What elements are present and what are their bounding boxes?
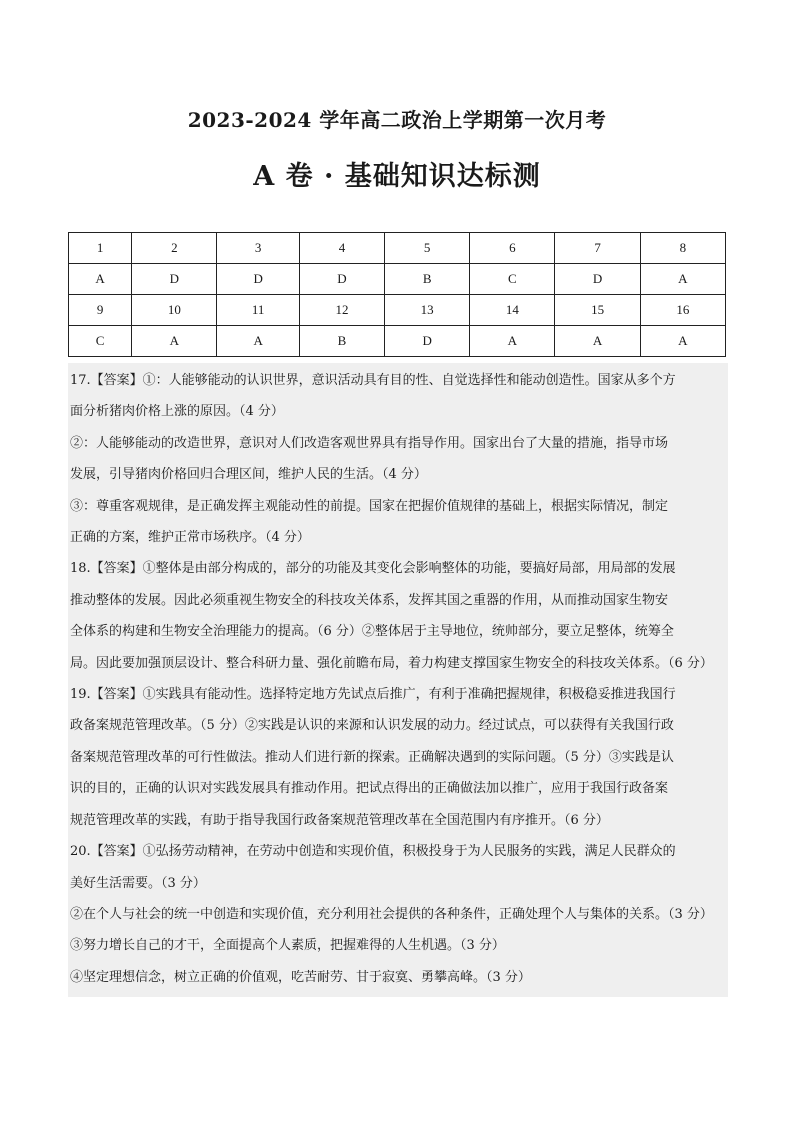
answer-table-cell: 3 — [217, 233, 299, 264]
answer-table-cell: B — [299, 326, 384, 357]
answer-line: 正确的方案，维护正常市场秩序。（4 分） — [70, 530, 310, 546]
answer-table-cell: 10 — [132, 295, 217, 326]
answer-table-cell: A — [217, 326, 299, 357]
answer-table-cell: 9 — [69, 295, 132, 326]
answer-table-cell: 11 — [217, 295, 299, 326]
page-subtitle: A 卷 · 基础知识达标测 — [253, 161, 541, 192]
answer-table-cell: A — [640, 264, 725, 295]
answer-line: 19.【答案】①实践具有能动性。选择特定地方先试点后推广，有利于准确把握规律，积极稳妥推进我国行 — [70, 687, 676, 703]
answer-line: 识的目的，正确的认识对实践发展具有推动作用。把试点得出的正确做法加以推广，应用于我国行政备案 — [70, 781, 669, 797]
answer-table-cell: 13 — [385, 295, 470, 326]
answer-table-cell: A — [69, 264, 132, 295]
answer-table-cell: 14 — [470, 295, 555, 326]
answer-table-cell: 16 — [640, 295, 725, 326]
answer-table — [68, 232, 726, 357]
answer-line: ③努力增长自己的才干，全面提高个人素质，把握难得的人生机遇。（3 分） — [70, 938, 505, 954]
answer-table-cell: D — [132, 264, 217, 295]
answer-table-cell: B — [385, 264, 470, 295]
answer-table-row — [69, 326, 726, 357]
answer-line: ②：人能够能动的改造世界，意识对人们改造客观世界具有指导作用。国家出台了大量的措施，指导市场 — [70, 435, 669, 451]
answer-table-cell: 6 — [470, 233, 555, 264]
answer-line: 20.【答案】①弘扬劳动精神，在劳动中创造和实现价值，积极投身于为人民服务的实践，满足人民群众的 — [70, 844, 676, 860]
answer-table-cell: 1 — [69, 233, 132, 264]
answer-line: 17.【答案】①：人能够能动的认识世界，意识活动具有目的性、自觉选择性和能动创造性。国家从多个方 — [70, 373, 676, 388]
answer-line: 局。因此要加强顶层设计、整合科研力量、强化前瞻布局，着力构建支撑国家生物安全的科技攻关体系。（6 分） — [70, 655, 713, 671]
answer-table-cell: A — [470, 326, 555, 357]
answer-table-cell: A — [640, 326, 725, 357]
answer-table-cell: D — [555, 264, 640, 295]
answer-table-row — [69, 295, 726, 326]
page-title: 2023-2024 学年高二政治上学期第一次月考 — [187, 108, 607, 132]
answer-line: 发展，引导猪肉价格回归合理区间，维护人民的生活。（4 分） — [70, 467, 427, 483]
answer-table-cell: D — [299, 264, 384, 295]
answer-line: 政备案规范管理改革。（5 分）②实践是认识的来源和认识发展的动力。经过试点，可以获得有关我国行政 — [70, 718, 674, 734]
answer-line: 面分析猪肉价格上涨的原因。（4 分） — [70, 404, 284, 420]
answer-line: ③：尊重客观规律，是正确发挥主观能动性的前提。国家在把握价值规律的基础上，根据实际情况，制定 — [70, 498, 669, 514]
answer-line: 推动整体的发展。因此必须重视生物安全的科技攻关体系，发挥其国之重器的作用，从而推动国家生物安 — [70, 592, 669, 608]
answer-table-cell: C — [470, 264, 555, 295]
answer-line: 备案规范管理改革的可行性做法。推动人们进行新的探索。正确解决遇到的实际问题。（5 分）③实践是认 — [70, 749, 674, 765]
answer-table-cell: D — [385, 326, 470, 357]
answer-table-cell: 4 — [299, 233, 384, 264]
answer-line: 18.【答案】①整体是由部分构成的，部分的功能及其变化会影响整体的功能，要搞好局部，用局部的发展 — [70, 561, 676, 577]
answer-table-cell: 12 — [299, 295, 384, 326]
answer-table-cell: D — [217, 264, 299, 295]
answer-line: ④坚定理想信念，树立正确的价值观，吃苦耐劳、甘于寂寞、勇攀高峰。（3 分） — [70, 969, 531, 985]
answer-table-cell: 5 — [385, 233, 470, 264]
answer-line: ②在个人与社会的统一中创造和实现价值，充分利用社会提供的各种条件，正确处理个人与集体的关系。（3 分） — [70, 906, 713, 922]
answer-table-cell: C — [69, 326, 132, 357]
answer-line: 美好生活需要。（3 分） — [70, 875, 206, 891]
answer-table-row — [69, 233, 726, 264]
answer-table-cell: A — [132, 326, 217, 357]
answer-line: 全体系的构建和生物安全治理能力的提高。（6 分）②整体居于主导地位，统帅部分，要立足整体，统筹全 — [70, 624, 674, 640]
answer-table-cell: 8 — [640, 233, 725, 264]
answer-table-cell: A — [555, 326, 640, 357]
answer-table-row — [69, 264, 726, 295]
answer-table-cell: 7 — [555, 233, 640, 264]
answer-table-cell: 15 — [555, 295, 640, 326]
answer-line: 规范管理改革的实践，有助于指导我国行政备案规范管理改革在全国范围内有序推开。（6 分） — [70, 812, 609, 828]
answer-section — [68, 363, 728, 997]
answer-table-cell: 2 — [132, 233, 217, 264]
